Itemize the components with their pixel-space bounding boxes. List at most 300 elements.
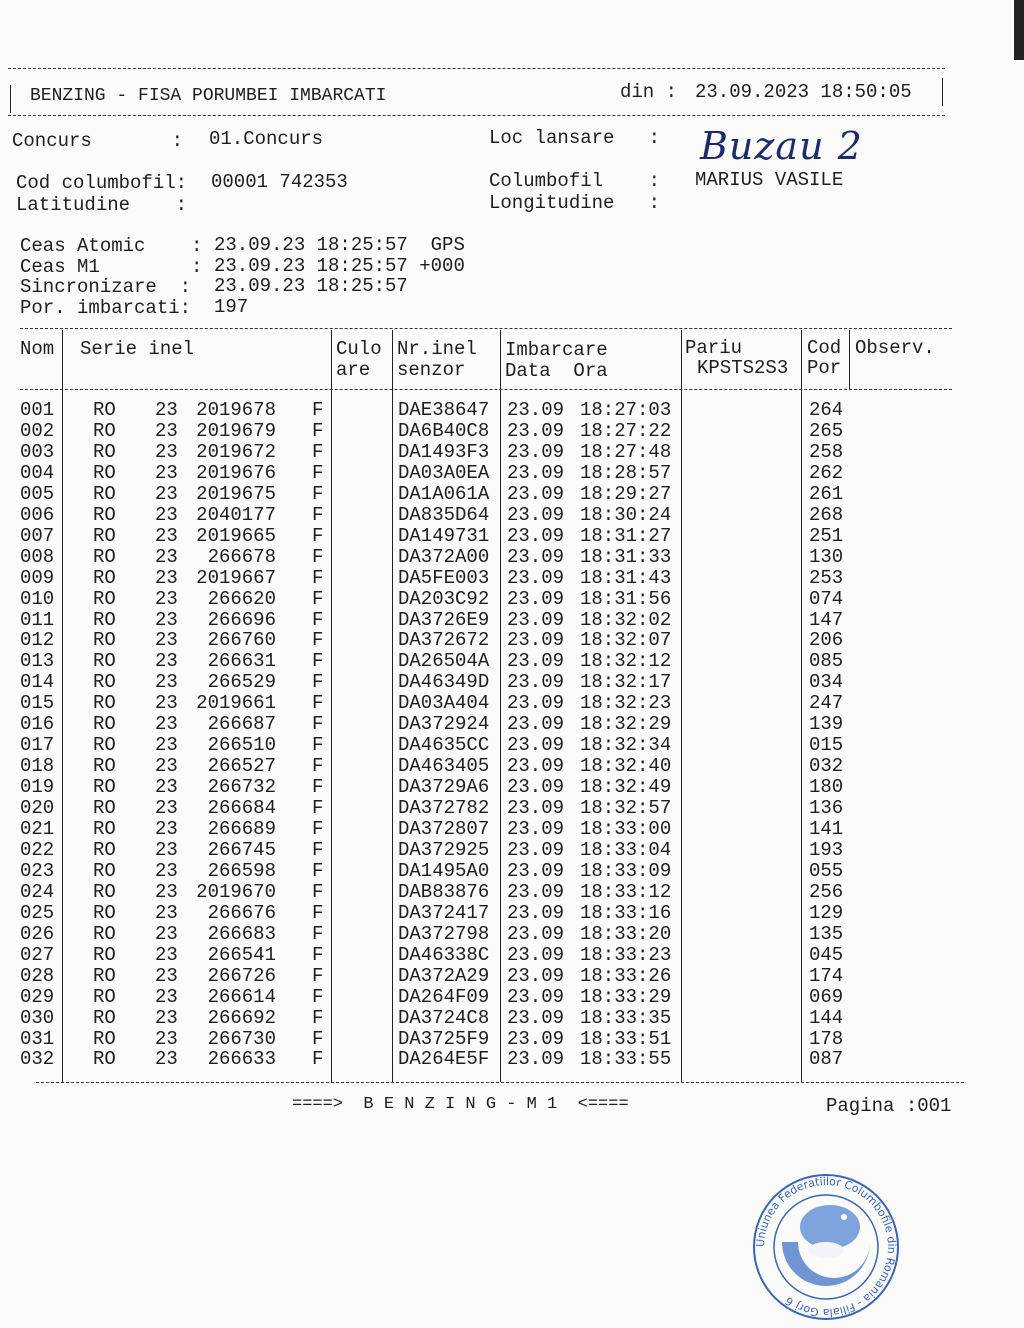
cod-por-cell: 085 <box>809 650 844 673</box>
sincronizare-value: 23.09.23 18:25:57 <box>214 275 408 297</box>
time-cell: 18:33:29 <box>580 985 672 1008</box>
nom-cell: 008 <box>20 545 55 568</box>
date-cell: 23.09 <box>507 964 565 987</box>
sensor-cell: DA835D64 <box>398 503 490 526</box>
sincronizare-label: Sincronizare : <box>20 276 192 298</box>
columbofil-label: Columbofil : <box>489 170 661 192</box>
sex-cell: F <box>312 713 324 736</box>
ring-number-cell: 266527 <box>207 755 276 778</box>
sex-cell: F <box>312 1006 324 1029</box>
time-cell: 18:33:09 <box>580 859 672 882</box>
date-label: din : <box>620 81 678 103</box>
year-cell: 23 <box>155 482 178 505</box>
date-cell: 23.09 <box>507 818 565 840</box>
country-cell: RO <box>93 692 116 715</box>
cod-por-cell: 045 <box>809 943 844 966</box>
sex-cell: F <box>312 901 324 924</box>
time-cell: 18:32:49 <box>580 776 672 799</box>
time-cell: 18:33:04 <box>580 838 672 861</box>
print-date: 23.09.2023 18:50:05 <box>695 81 912 103</box>
year-cell: 23 <box>155 545 178 568</box>
ring-number-cell: 266676 <box>207 901 276 924</box>
nom-cell: 023 <box>20 859 55 882</box>
year-cell: 23 <box>155 524 178 547</box>
country-cell: RO <box>93 419 116 442</box>
date-cell: 23.09 <box>507 461 565 484</box>
cod-por-cell: 135 <box>809 922 844 945</box>
table-top-rule <box>20 328 952 329</box>
nom-cell: 029 <box>20 985 55 1008</box>
table-row <box>0 568 1000 589</box>
country-cell: RO <box>93 797 116 820</box>
year-cell: 23 <box>155 818 178 840</box>
sex-cell: F <box>312 1027 324 1050</box>
concurs-value: 01.Concurs <box>209 128 324 150</box>
table-row <box>0 903 1000 924</box>
time-cell: 18:27:22 <box>580 419 672 442</box>
table-row <box>0 442 1000 463</box>
country-cell: RO <box>93 587 116 610</box>
loc-lansare-handwritten: Buzau 2 <box>700 124 863 168</box>
year-cell: 23 <box>155 964 178 987</box>
cod-por-cell: 256 <box>809 880 844 903</box>
cod-por-cell: 129 <box>809 901 844 924</box>
ring-number-cell: 266696 <box>207 608 276 631</box>
ring-number-cell: 266730 <box>207 1027 276 1050</box>
sensor-cell: DA46338C <box>398 943 490 966</box>
sensor-cell: DA372A00 <box>398 545 490 568</box>
table-row <box>0 484 1000 505</box>
year-cell: 23 <box>155 943 178 966</box>
year-cell: 23 <box>155 608 178 631</box>
time-cell: 18:31:43 <box>580 566 672 589</box>
country-cell: RO <box>93 922 116 945</box>
date-cell: 23.09 <box>507 419 565 442</box>
time-cell: 18:33:00 <box>580 818 672 840</box>
col-header-serie-inel: Serie inel <box>80 338 195 360</box>
date-cell: 23.09 <box>507 713 565 736</box>
sensor-cell: DA463405 <box>398 755 490 778</box>
sensor-cell: DA372672 <box>398 629 490 652</box>
porumbei-imbarcati-label: Por. imbarcati: <box>20 297 192 319</box>
sensor-cell: DA372782 <box>398 797 490 820</box>
sensor-cell: DA3726E9 <box>398 608 490 631</box>
country-cell: RO <box>93 608 116 631</box>
time-cell: 18:33:26 <box>580 964 672 987</box>
nom-cell: 011 <box>20 608 55 631</box>
col-header-observatii: Observ. <box>855 337 935 359</box>
date-cell: 23.09 <box>507 1006 565 1029</box>
cod-por-cell: 264 <box>809 399 844 421</box>
country-cell: RO <box>93 461 116 484</box>
sex-cell: F <box>312 922 324 945</box>
nom-cell: 027 <box>20 943 55 966</box>
time-cell: 18:32:34 <box>580 734 672 757</box>
date-cell: 23.09 <box>507 734 565 757</box>
cod-por-cell: 032 <box>809 755 844 778</box>
ring-number-cell: 266529 <box>207 671 276 694</box>
nom-cell: 007 <box>20 524 55 547</box>
year-cell: 23 <box>155 880 178 903</box>
nom-cell: 005 <box>20 482 55 505</box>
sensor-cell: DA372925 <box>398 838 490 861</box>
country-cell: RO <box>93 755 116 778</box>
date-cell: 23.09 <box>507 985 565 1008</box>
table-row <box>0 672 1000 693</box>
date-cell: 23.09 <box>507 671 565 694</box>
nom-cell: 025 <box>20 901 55 924</box>
table-row <box>0 589 1000 610</box>
time-cell: 18:33:55 <box>580 1048 672 1071</box>
cod-por-cell: 247 <box>809 692 844 715</box>
nom-cell: 021 <box>20 818 55 840</box>
table-row <box>0 1049 1000 1070</box>
nom-cell: 018 <box>20 755 55 778</box>
sex-cell: F <box>312 755 324 778</box>
ring-number-cell: 266687 <box>207 713 276 736</box>
federation-stamp <box>752 1172 900 1322</box>
document-title: BENZING - FISA PORUMBEI IMBARCATI <box>30 86 387 106</box>
nom-cell: 003 <box>20 440 55 463</box>
sensor-cell: DA264F09 <box>398 985 490 1008</box>
table-row <box>0 505 1000 526</box>
time-cell: 18:32:57 <box>580 797 672 820</box>
sex-cell: F <box>312 671 324 694</box>
scan-edge <box>1014 0 1024 60</box>
time-cell: 18:32:02 <box>580 608 672 631</box>
table-row <box>0 882 1000 903</box>
col-header-data-ora: Data Ora <box>505 360 608 382</box>
sex-cell: F <box>312 776 324 799</box>
col-header-imbarcare: Imbarcare <box>505 339 608 361</box>
nom-cell: 001 <box>20 399 55 421</box>
ring-number-cell: 2019672 <box>196 440 276 463</box>
nom-cell: 024 <box>20 880 55 903</box>
nom-cell: 009 <box>20 566 55 589</box>
time-cell: 18:32:40 <box>580 755 672 778</box>
ring-number-cell: 266745 <box>207 838 276 861</box>
time-cell: 18:33:16 <box>580 901 672 924</box>
country-cell: RO <box>93 1027 116 1050</box>
ring-number-cell: 266620 <box>207 587 276 610</box>
sex-cell: F <box>312 608 324 631</box>
date-cell: 23.09 <box>507 503 565 526</box>
year-cell: 23 <box>155 838 178 861</box>
time-cell: 18:31:33 <box>580 545 672 568</box>
sensor-cell: DA264E5F <box>398 1048 490 1071</box>
country-cell: RO <box>93 399 116 421</box>
nom-cell: 017 <box>20 734 55 757</box>
ceas-m1-value: 23.09.23 18:25:57 +000 <box>214 255 465 277</box>
cod-por-cell: 144 <box>809 1006 844 1029</box>
date-cell: 23.09 <box>507 838 565 861</box>
nom-cell: 014 <box>20 671 55 694</box>
nom-cell: 016 <box>20 713 55 736</box>
ceas-atomic-label: Ceas Atomic : <box>20 235 203 257</box>
ring-number-cell: 266689 <box>207 818 276 840</box>
year-cell: 23 <box>155 440 178 463</box>
date-cell: 23.09 <box>507 776 565 799</box>
sensor-cell: DA372A29 <box>398 964 490 987</box>
date-cell: 23.09 <box>507 650 565 673</box>
nom-cell: 032 <box>20 1048 55 1071</box>
sex-cell: F <box>312 859 324 882</box>
date-cell: 23.09 <box>507 755 565 778</box>
date-cell: 23.09 <box>507 692 565 715</box>
cod-por-cell: 141 <box>809 818 844 840</box>
cod-por-cell: 034 <box>809 671 844 694</box>
sensor-cell: DA46349D <box>398 671 490 694</box>
cod-por-cell: 262 <box>809 461 844 484</box>
time-cell: 18:33:51 <box>580 1027 672 1050</box>
ring-number-cell: 266510 <box>207 734 276 757</box>
year-cell: 23 <box>155 629 178 652</box>
year-cell: 23 <box>155 461 178 484</box>
country-cell: RO <box>93 859 116 882</box>
stamp-icon <box>752 1172 900 1322</box>
cod-por-cell: 258 <box>809 440 844 463</box>
country-cell: RO <box>93 838 116 861</box>
nom-cell: 002 <box>20 419 55 442</box>
time-cell: 18:33:35 <box>580 1006 672 1029</box>
country-cell: RO <box>93 776 116 799</box>
sensor-cell: DA3724C8 <box>398 1006 490 1029</box>
nom-cell: 031 <box>20 1027 55 1050</box>
cod-por-cell: 268 <box>809 503 844 526</box>
svg-text:Uniunea Federatiilor Columbofi: Uniunea Federatiilor Columbofile din Romania - Filiala Gorj 6 <box>753 1174 899 1320</box>
header-right-border <box>942 78 943 106</box>
table-row <box>0 693 1000 714</box>
ring-number-cell: 266684 <box>207 797 276 820</box>
sensor-cell: DA149731 <box>398 524 490 547</box>
col-header-kpsts: KPSTS2S3 <box>697 357 789 379</box>
year-cell: 23 <box>155 566 178 589</box>
ring-number-cell: 266631 <box>207 650 276 673</box>
ring-number-cell: 266633 <box>207 1048 276 1071</box>
nom-cell: 030 <box>20 1006 55 1029</box>
sex-cell: F <box>312 503 324 526</box>
time-cell: 18:27:48 <box>580 440 672 463</box>
cod-por-cell: 251 <box>809 524 844 547</box>
col-header-nom: Nom <box>20 338 55 360</box>
time-cell: 18:27:03 <box>580 399 672 421</box>
year-cell: 23 <box>155 1048 178 1071</box>
col-rule <box>849 330 850 390</box>
table-row <box>0 819 1000 840</box>
date-cell: 23.09 <box>507 524 565 547</box>
year-cell: 23 <box>155 671 178 694</box>
year-cell: 23 <box>155 755 178 778</box>
cod-por-cell: 069 <box>809 985 844 1008</box>
nom-cell: 006 <box>20 503 55 526</box>
sensor-cell: DA1A061A <box>398 482 490 505</box>
sex-cell: F <box>312 650 324 673</box>
country-cell: RO <box>93 629 116 652</box>
longitudine-label: Longitudine : <box>489 192 661 214</box>
time-cell: 18:33:12 <box>580 880 672 903</box>
time-cell: 18:32:07 <box>580 629 672 652</box>
sensor-cell: DA1495A0 <box>398 859 490 882</box>
nom-cell: 013 <box>20 650 55 673</box>
table-row <box>0 547 1000 568</box>
sensor-cell: DA3725F9 <box>398 1027 490 1050</box>
sensor-cell: DAB83876 <box>398 880 490 903</box>
table-row <box>0 651 1000 672</box>
table-row <box>0 945 1000 966</box>
table-row <box>0 400 1000 421</box>
sensor-cell: DA372924 <box>398 713 490 736</box>
table-bottom-rule <box>36 1082 964 1083</box>
porumbei-imbarcati-value: 197 <box>214 296 249 318</box>
loc-lansare-label: Loc lansare : <box>489 127 661 149</box>
nom-cell: 020 <box>20 797 55 820</box>
country-cell: RO <box>93 503 116 526</box>
col-header-culoare-2: are <box>336 359 371 381</box>
country-cell: RO <box>93 818 116 840</box>
ring-number-cell: 2019675 <box>196 482 276 505</box>
country-cell: RO <box>93 524 116 547</box>
concurs-label: Concurs : <box>12 130 184 152</box>
country-cell: RO <box>93 440 116 463</box>
sensor-cell: DA372417 <box>398 901 490 924</box>
country-cell: RO <box>93 901 116 924</box>
ring-number-cell: 266732 <box>207 776 276 799</box>
cod-por-cell: 178 <box>809 1027 844 1050</box>
sensor-cell: DA372798 <box>398 922 490 945</box>
cod-por-cell: 074 <box>809 587 844 610</box>
sex-cell: F <box>312 482 324 505</box>
date-cell: 23.09 <box>507 1027 565 1050</box>
header-top-rule <box>8 68 945 69</box>
ring-number-cell: 2019670 <box>196 880 276 903</box>
date-cell: 23.09 <box>507 880 565 903</box>
nom-cell: 028 <box>20 964 55 987</box>
date-cell: 23.09 <box>507 566 565 589</box>
columbofil-value: MARIUS VASILE <box>695 169 844 191</box>
year-cell: 23 <box>155 797 178 820</box>
country-cell: RO <box>93 482 116 505</box>
sex-cell: F <box>312 797 324 820</box>
nom-cell: 019 <box>20 776 55 799</box>
country-cell: RO <box>93 734 116 757</box>
sensor-cell: DA03A0EA <box>398 461 490 484</box>
time-cell: 18:32:23 <box>580 692 672 715</box>
date-cell: 23.09 <box>507 587 565 610</box>
year-cell: 23 <box>155 985 178 1008</box>
latitudine-label: Latitudine : <box>16 194 188 216</box>
nom-cell: 015 <box>20 692 55 715</box>
year-cell: 23 <box>155 1006 178 1029</box>
col-header-culoare-1: Culo <box>336 338 382 360</box>
cod-por-cell: 193 <box>809 838 844 861</box>
table-row <box>0 421 1000 442</box>
ring-number-cell: 2019667 <box>196 566 276 589</box>
country-cell: RO <box>93 713 116 736</box>
date-cell: 23.09 <box>507 608 565 631</box>
col-header-senzor: senzor <box>397 359 466 381</box>
date-cell: 23.09 <box>507 629 565 652</box>
time-cell: 18:31:56 <box>580 587 672 610</box>
sex-cell: F <box>312 440 324 463</box>
table-row <box>0 1008 1000 1029</box>
cod-por-cell: 206 <box>809 629 844 652</box>
sex-cell: F <box>312 419 324 442</box>
table-row <box>0 610 1000 631</box>
date-cell: 23.09 <box>507 399 565 421</box>
sex-cell: F <box>312 461 324 484</box>
page-number: Pagina :001 <box>826 1095 952 1117</box>
sex-cell: F <box>312 880 324 903</box>
ring-number-cell: 266541 <box>207 943 276 966</box>
table-row <box>0 630 1000 651</box>
table-row <box>0 777 1000 798</box>
ring-number-cell: 2019678 <box>196 399 276 421</box>
ring-number-cell: 2040177 <box>196 503 276 526</box>
cod-por-cell: 265 <box>809 419 844 442</box>
ring-number-cell: 266614 <box>207 985 276 1008</box>
sensor-cell: DA372807 <box>398 818 490 840</box>
table-row <box>0 526 1000 547</box>
year-cell: 23 <box>155 734 178 757</box>
col-header-nr-inel: Nr.inel <box>397 338 477 360</box>
cod-por-cell: 261 <box>809 482 844 505</box>
time-cell: 18:30:24 <box>580 503 672 526</box>
sensor-cell: DA5FE003 <box>398 566 490 589</box>
cod-por-cell: 253 <box>809 566 844 589</box>
table-row <box>0 924 1000 945</box>
year-cell: 23 <box>155 503 178 526</box>
date-cell: 23.09 <box>507 901 565 924</box>
ring-number-cell: 2019661 <box>196 692 276 715</box>
year-cell: 23 <box>155 901 178 924</box>
table-row <box>0 966 1000 987</box>
date-cell: 23.09 <box>507 440 565 463</box>
sensor-cell: DA03A404 <box>398 692 490 715</box>
nom-cell: 026 <box>20 922 55 945</box>
ring-number-cell: 266692 <box>207 1006 276 1029</box>
cod-por-cell: 055 <box>809 859 844 882</box>
ring-number-cell: 2019665 <box>196 524 276 547</box>
ring-number-cell: 266598 <box>207 859 276 882</box>
country-cell: RO <box>93 1048 116 1071</box>
ring-number-cell: 266760 <box>207 629 276 652</box>
sex-cell: F <box>312 818 324 840</box>
country-cell: RO <box>93 943 116 966</box>
sensor-cell: DA3729A6 <box>398 776 490 799</box>
country-cell: RO <box>93 545 116 568</box>
cod-por-cell: 139 <box>809 713 844 736</box>
sex-cell: F <box>312 399 324 421</box>
col-header-pariu: Pariu <box>685 337 743 359</box>
cod-por-cell: 174 <box>809 964 844 987</box>
header-bottom-rule <box>8 115 945 116</box>
sex-cell: F <box>312 545 324 568</box>
sex-cell: F <box>312 734 324 757</box>
year-cell: 23 <box>155 587 178 610</box>
table-header-rule <box>20 389 952 390</box>
date-cell: 23.09 <box>507 797 565 820</box>
sensor-cell: DA6B40C8 <box>398 419 490 442</box>
cod-por-cell: 136 <box>809 797 844 820</box>
table-row <box>0 714 1000 735</box>
sensor-cell: DA26504A <box>398 650 490 673</box>
sensor-cell: DA1493F3 <box>398 440 490 463</box>
date-cell: 23.09 <box>507 1048 565 1071</box>
ceas-m1-label: Ceas M1 : <box>20 256 203 278</box>
ring-number-cell: 2019676 <box>196 461 276 484</box>
year-cell: 23 <box>155 922 178 945</box>
sensor-cell: DA203C92 <box>398 587 490 610</box>
